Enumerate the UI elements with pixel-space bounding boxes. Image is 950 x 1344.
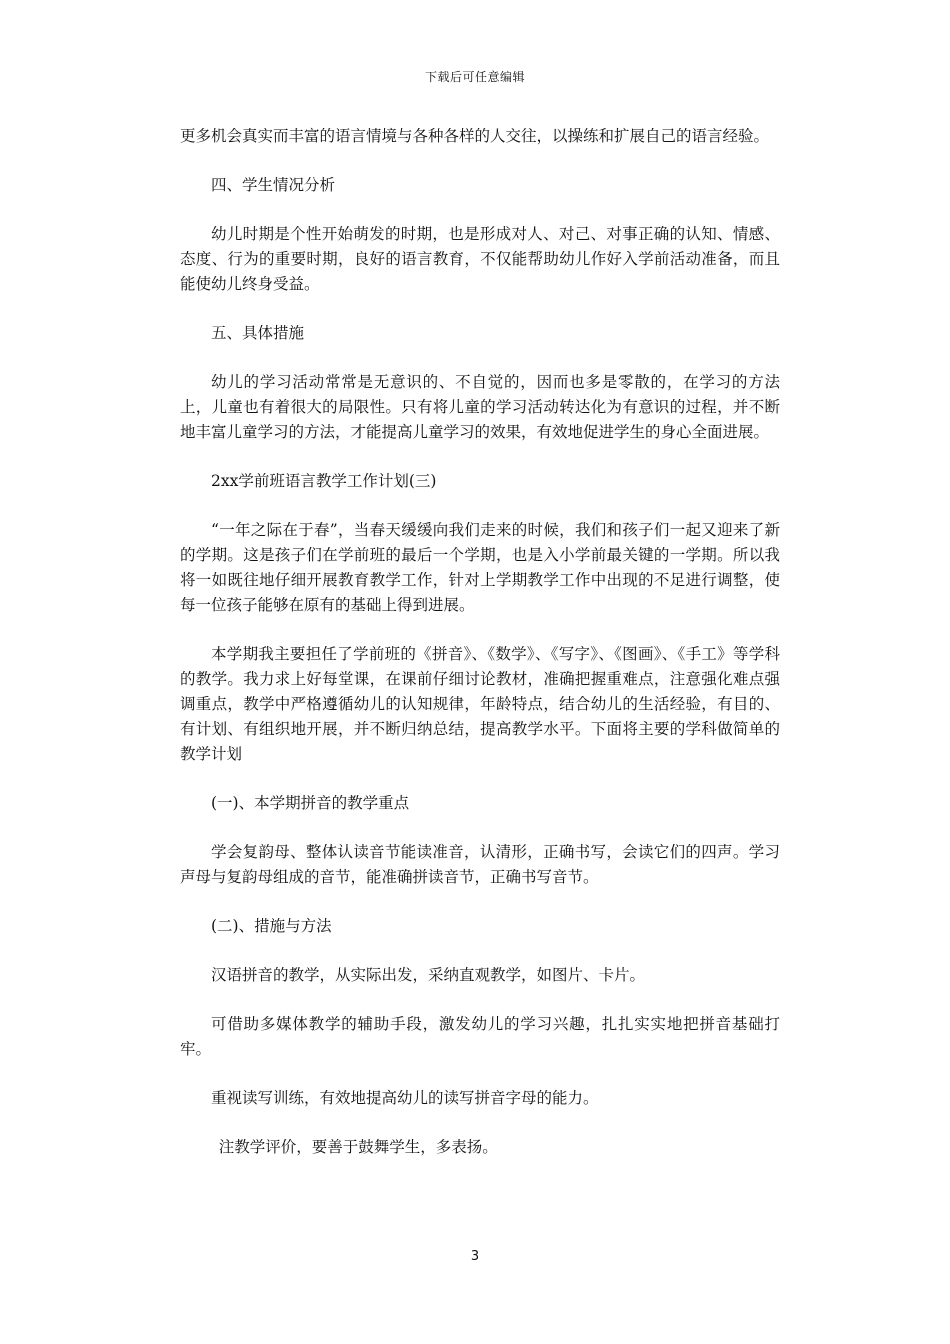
paragraph: 更多机会真实而丰富的语言情境与各种各样的人交往，以操练和扩展自己的语言经验。 [180,127,770,145]
section-heading: 四、学生情况分析 [211,176,336,194]
paragraph: 幼儿的学习活动常常是无意识的、不自觉的，因而也多是零散的，在学习的方法上，儿童也有着很大的局限性。只有将儿童的学习活动转达化为有意识的过程，并不断地丰富儿童学习的方法，才能提高儿童学习的效果，有效地促进学生的身心全面进展。 [180,373,780,441]
section-heading: (二)、措施与方法 [211,917,332,935]
paragraph: 幼儿时期是个性开始萌发的时期，也是形成对人、对己、对事正确的认知、情感、态度、行为的重要时期，良好的语言教育，不仅能帮助幼儿作好入学前活动准备，而且能使幼儿终身受益。 [180,225,780,293]
paragraph: 学会复韵母、整体认读音节能读准音，认清形，正确书写，会读它们的四声。学习声母与复韵母组成的音节，能准确拼读音节，正确书写音节。 [180,843,780,886]
document-subtitle: 2xx学前班语言教学工作计划(三) [211,472,437,490]
document-body [180,124,780,1184]
page-header: 下载后可任意编辑 [424,70,525,84]
paragraph: 注教学评价，要善于鼓舞学生，多表扬。 [218,1138,498,1156]
paragraph: 汉语拼音的教学，从实际出发，采纳直观教学，如图片、卡片。 [211,966,646,984]
paragraph: “一年之际在于春”，当春天缓缓向我们走来的时候，我们和孩子们一起又迎来了新的学期。这是孩子们在学前班的最后一个学期，也是入小学前最关键的一学期。所以我将一如既往地仔细开展教育教学工作，针对上学期教学工作中出现的不足进行调整，使每一位孩子能够在原有的基础上得到进展。 [180,521,780,614]
section-heading: (一)、本学期拼音的教学重点 [211,794,410,812]
paragraph: 本学期我主要担任了学前班的《拼音》、《数学》、《写字》、《图画》、《手工》等学科的教学。我力求上好每堂课，在课前仔细讨论教材，准确把握重难点，注意强化难点强调重点，教学中严格遵循幼儿的认知规律，年龄特点，结合幼儿的生活经验，有目的、有计划、有组织地开展，并不断归纳总结，提高教学水平。下面将主要的学科做简单的教学计划 [180,645,780,763]
section-heading: 五、具体措施 [211,324,305,342]
paragraph: 重视读写训练，有效地提高幼儿的读写拼音字母的能力。 [211,1089,599,1107]
page-number: 3 [470,1249,480,1264]
paragraph: 可借助多媒体教学的辅助手段，激发幼儿的学习兴趣，扎扎实实地把拼音基础打牢。 [180,1015,780,1058]
